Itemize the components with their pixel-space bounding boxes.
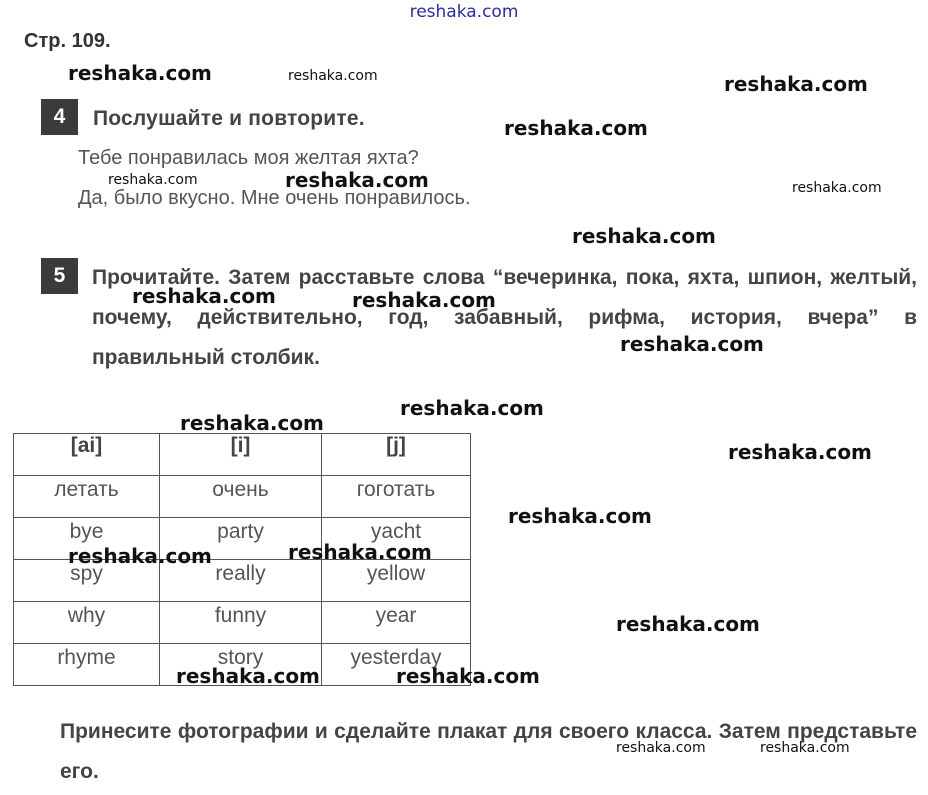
exercise-4-number: 4	[41, 99, 78, 135]
watermark: reshaka.com	[285, 168, 429, 192]
table-cell: rhyme	[14, 644, 160, 686]
table-cell: party	[160, 518, 322, 560]
watermark: reshaka.com	[180, 411, 324, 435]
exercise-5-number: 5	[41, 258, 78, 294]
watermark: reshaka.com	[400, 396, 544, 420]
closing-instruction: Принесите фотографии и сделайте плакат для своего класса. Затем представьте его.	[60, 720, 917, 783]
watermark: reshaka.com	[508, 504, 652, 528]
watermark: reshaka.com	[68, 544, 212, 568]
watermark: reshaka.com	[288, 68, 378, 84]
watermark: reshaka.com	[792, 180, 882, 196]
table-cell: why	[14, 602, 160, 644]
table-cell: yellow	[322, 560, 471, 602]
table-cell: story	[160, 644, 322, 686]
table-cell: spy	[14, 560, 160, 602]
watermark: reshaka.com	[68, 61, 212, 85]
watermark: reshaka.com	[352, 288, 496, 312]
table-row	[14, 476, 471, 518]
column-header: [i]	[160, 434, 322, 476]
exercise-4-line: Да, было вкусно. Мне очень понравилось.	[78, 187, 471, 209]
watermark: reshaka.com	[616, 612, 760, 636]
table-header-row	[14, 434, 471, 476]
table-cell: yesterday	[322, 644, 471, 686]
watermark: reshaka.com	[108, 172, 198, 188]
table-cell: funny	[160, 602, 322, 644]
page-number: Стр. 109.	[24, 30, 111, 52]
column-header: [j]	[322, 434, 471, 476]
table-cell: летать	[14, 476, 160, 518]
watermark: reshaka.com	[288, 540, 432, 564]
watermark: reshaka.com	[724, 72, 868, 96]
column-header: [ai]	[14, 434, 160, 476]
watermark: reshaka.com	[176, 664, 320, 688]
exercise-4-line: Тебе понравилась моя желтая яхта?	[78, 147, 419, 169]
table-cell: гоготать	[322, 476, 471, 518]
table-cell: year	[322, 602, 471, 644]
top-watermark: reshaka.com	[409, 2, 519, 22]
watermark: reshaka.com	[728, 440, 872, 464]
table-cell: really	[160, 560, 322, 602]
watermark: reshaka.com	[620, 332, 764, 356]
table-row	[14, 602, 471, 644]
watermark: reshaka.com	[132, 284, 276, 308]
watermark: reshaka.com	[760, 740, 850, 756]
table-cell: bye	[14, 518, 160, 560]
exercise-4-instruction: Послушайте и повторите.	[93, 107, 365, 130]
exercise-5-instruction: Прочитайте. Затем расставьте слова “вечеринка, пока, яхта, шпион, желтый, почему, действительно, год, забавный, рифма, история, вчера” в правильный столбик.	[92, 266, 917, 369]
table-cell: yacht	[322, 518, 471, 560]
watermark: reshaka.com	[504, 116, 648, 140]
table-cell: очень	[160, 476, 322, 518]
watermark: reshaka.com	[616, 740, 706, 756]
watermark: reshaka.com	[396, 664, 540, 688]
watermark: reshaka.com	[572, 224, 716, 248]
